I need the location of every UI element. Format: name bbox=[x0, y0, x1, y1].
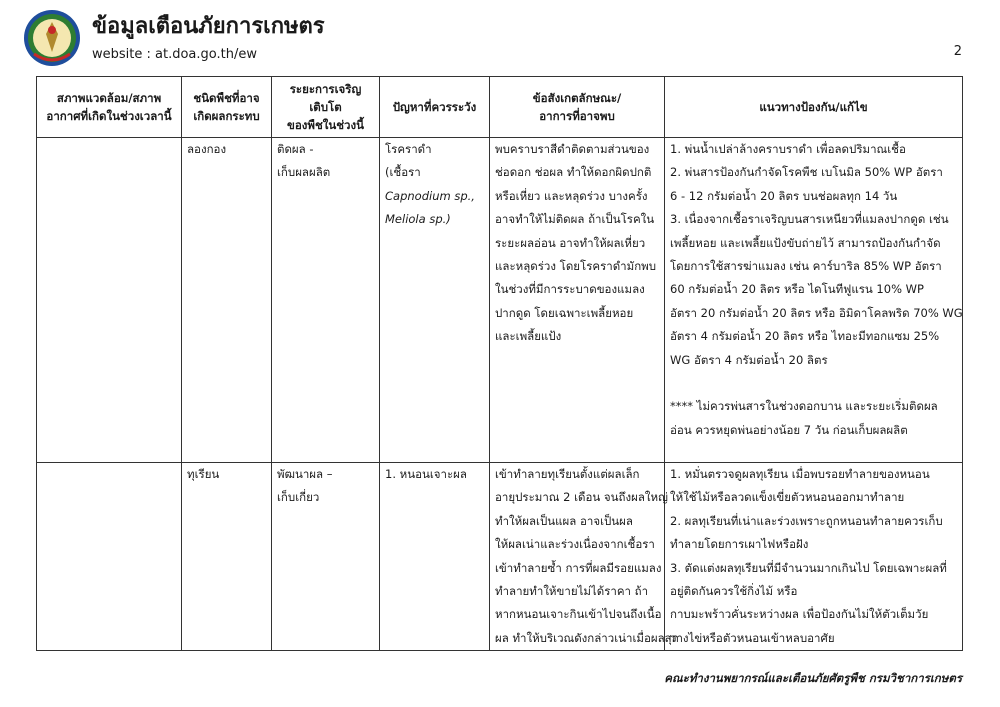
cell-crop: ลองกอง bbox=[182, 138, 272, 463]
header-symptoms: ข้อสังเกตลักษณะ/ อาการที่อาจพบ bbox=[490, 77, 665, 138]
department-logo bbox=[22, 8, 82, 68]
header-environment: สภาพแวดล้อม/สภาพ อากาศที่เกิดในช่วงเวลานี้ bbox=[37, 77, 182, 138]
cell-crop: ทุเรียน bbox=[182, 463, 272, 651]
cell-symptoms: พบคราบราสีดำติดตามส่วนของ ช่อดอก ช่อผล ทำให้ดอกผิดปกติ หรือเหี่ยว และหลุดร่วง บางครั้ง อาจทำให้ไม่ติดผล ถ้าเป็นโรคใน ระยะผลอ่อน อาจทำให้ผลเหี่ยว และหลุดร่วง โดยโรคราดำมักพบ ในช่วงที่มีการระบาดของแมลง ปากดูด โดยเฉพาะเพลี้ยหอย และเพลี้ยแป้ง bbox=[490, 138, 665, 463]
table-row bbox=[37, 138, 963, 463]
cell-stage: ติดผล - เก็บผลผลิต bbox=[272, 138, 380, 463]
page-title: ข้อมูลเตือนภัยการเกษตร bbox=[92, 14, 325, 39]
cell-environment bbox=[37, 138, 182, 463]
cell-symptoms: เข้าทำลายทุเรียนตั้งแต่ผลเล็ก อายุประมาณ 2 เดือน จนถึงผลใหญ่ ทำให้ผลเป็นแผล อาจเป็นผล ให้ผลเน่าและร่วงเนื่องจากเชื้อรา เข้าทำลายซ้ำ การที่ผลมีรอยแมลง ทำลายทำให้ขายไม่ได้ราคา ถ้า หากหนอนเจาะกินเข้าไปจนถึงเนื้อ ผล ทำให้บริเวณดังกล่าวเน่าเมื่อผลสุก bbox=[490, 463, 665, 651]
cell-prevention: 1. หมั่นตรวจดูผลทุเรียน เมื่อพบรอยทำลายของหนอน ให้ใช้ไม้หรือลวดแข็งเขี่ยตัวหนอนออกมาทำลาย 2. ผลทุเรียนที่เน่าและร่วงเพราะถูกหนอนทำลายควรเก็บ ทำลายโดยการเผาไฟหรือฝัง 3. ตัดแต่งผลทุเรียนที่มีจำนวนมากเกินไป โดยเฉพาะผลที่ อยู่ติดกันควรใช้กิ่งไม้ หรือ กาบมะพร้าวคั่นระหว่างผล เพื่อป้องกันไม่ให้ตัวเต็มวัย วางไข่หรือตัวหนอนเข้าหลบอาศัย bbox=[665, 463, 963, 651]
table-body bbox=[37, 138, 963, 651]
cell-prevention: 1. พ่นน้ำเปล่าล้างคราบราดำ เพื่อลดปริมาณเชื้อ 2. พ่นสารป้องกันกำจัดโรคพืช เบโนมิล 50% WP อัตรา 6 - 12 กรัมต่อน้ำ 20 ลิตร บนช่อผลทุก 14 วัน 3. เนื่องจากเชื้อราเจริญบนสารเหนียวที่แมลงปากดูด เช่น เพลี้ยหอย และเพลี้ยแป้งขับถ่ายไว้ สามารถป้องกันกำจัด โดยการใช้สารฆ่าแมลง เช่น คาร์บาริล 85% WP อัตรา 60 กรัมต่อน้ำ 20 ลิตร หรือ ไดโนทีฟูแรน 10% WP อัตรา 20 กรัมต่อน้ำ 20 ลิตร หรือ อิมิดาโคลพริด 70% WG อัตรา 4 กรัมต่อน้ำ 20 ลิตร หรือ ไทอะมีทอกแซม 25% WG อัตรา 4 กรัมต่อน้ำ 20 ลิตร **** ไม่ควรพ่นสารในช่วงดอกบาน และระยะเริ่มติดผล อ่อน ควรหยุดพ่นอย่างน้อย 7 วัน ก่อนเก็บผลผลิต bbox=[665, 138, 963, 463]
cell-environment bbox=[37, 463, 182, 651]
table-row bbox=[37, 463, 963, 651]
website-text: website : at.doa.go.th/ew bbox=[92, 47, 257, 62]
header-stage: ระยะการเจริญเติบโต ของพืชในช่วงนี้ bbox=[272, 77, 380, 138]
header-prevention: แนวทางป้องกัน/แก้ไข bbox=[665, 77, 963, 138]
cell-problem: โรคราดำ (เชื้อรา Capnodium sp., Meliola sp.) bbox=[380, 138, 490, 463]
page-header bbox=[22, 8, 982, 68]
page-number: 2 bbox=[953, 44, 962, 59]
cell-stage: พัฒนาผล – เก็บเกี่ยว bbox=[272, 463, 380, 651]
warning-table bbox=[36, 76, 963, 651]
header-crop: ชนิดพืชที่อาจ เกิดผลกระทบ bbox=[182, 77, 272, 138]
cell-problem: 1. หนอนเจาะผล bbox=[380, 463, 490, 651]
table-header-row bbox=[37, 77, 963, 138]
header-problem: ปัญหาที่ควรระวัง bbox=[380, 77, 490, 138]
footer-credit: คณะทำงานพยากรณ์และเตือนภัยศัตรูพืช กรมวิชาการเกษตร bbox=[664, 671, 962, 685]
